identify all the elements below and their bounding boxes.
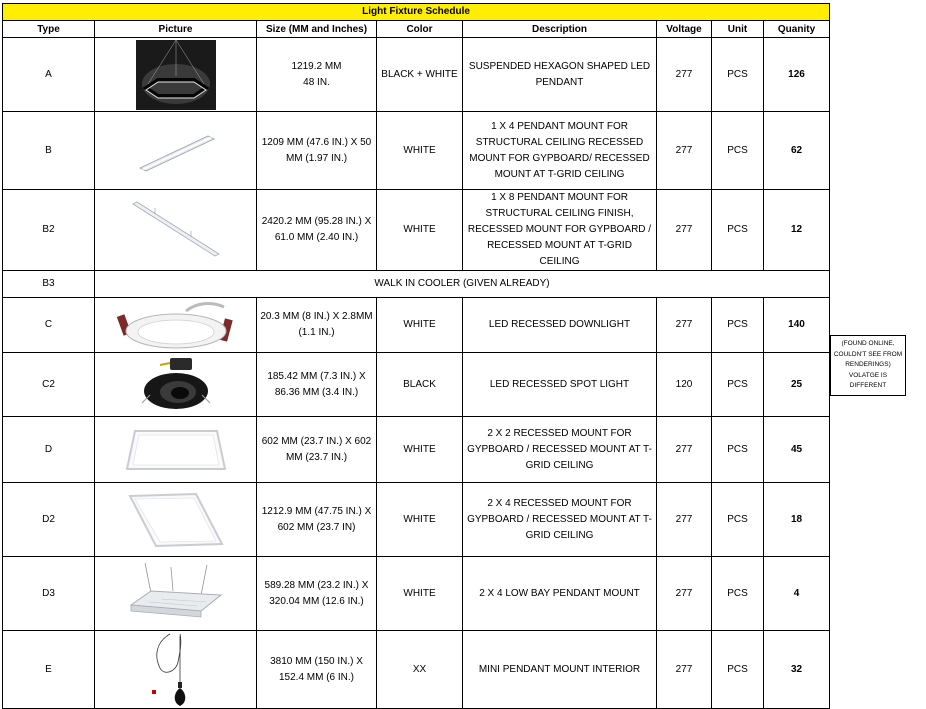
schedule-title: Light Fixture Schedule <box>3 4 830 21</box>
header-size: Size (MM and Inches) <box>257 21 377 38</box>
voltage-cell: 277 <box>657 631 712 709</box>
type-cell: C2 <box>3 353 95 417</box>
size-cell: 20.3 MM (8 IN.) X 2.8MM (1.1 IN.) <box>257 298 377 353</box>
picture-cell <box>95 353 257 417</box>
size-cell: 1212.9 MM (47.75 IN.) X 602 MM (23.7 IN) <box>257 483 377 557</box>
type-cell: B2 <box>3 190 95 271</box>
table-row <box>3 190 830 271</box>
quantity-cell: 32 <box>764 631 830 709</box>
description-cell: MINI PENDANT MOUNT INTERIOR <box>463 631 657 709</box>
voltage-cell: 277 <box>657 417 712 483</box>
color-cell: WHITE <box>377 417 463 483</box>
color-cell: BLACK + WHITE <box>377 38 463 112</box>
size-cell: 2420.2 MM (95.28 IN.) X 61.0 MM (2.40 IN.) <box>257 190 377 271</box>
picture-cell <box>95 190 257 271</box>
voltage-cell: 277 <box>657 483 712 557</box>
voltage-cell: 277 <box>657 112 712 190</box>
color-cell: WHITE <box>377 112 463 190</box>
color-cell: XX <box>377 631 463 709</box>
hexagon-pendant-icon <box>136 40 216 110</box>
type-cell: B <box>3 112 95 190</box>
unit-cell: PCS <box>712 298 764 353</box>
size-cell: 185.42 MM (7.3 IN.) X 86.36 MM (3.4 IN.) <box>257 353 377 417</box>
voltage-cell: 277 <box>657 38 712 112</box>
description-cell: LED RECESSED SPOT LIGHT <box>463 353 657 417</box>
voltage-cell: 277 <box>657 190 712 271</box>
quantity-cell: 62 <box>764 112 830 190</box>
quantity-cell: 4 <box>764 557 830 631</box>
merged-note-cell: WALK IN COOLER (GIVEN ALREADY) <box>95 271 830 298</box>
table-row <box>3 112 830 190</box>
table-row <box>3 417 830 483</box>
picture-cell <box>95 417 257 483</box>
picture-cell <box>95 557 257 631</box>
table-row <box>3 298 830 353</box>
type-cell: C <box>3 298 95 353</box>
type-cell: D <box>3 417 95 483</box>
description-cell: SUSPENDED HEXAGON SHAPED LED PENDANT <box>463 38 657 112</box>
unit-cell: PCS <box>712 417 764 483</box>
description-cell: 2 X 4 LOW BAY PENDANT MOUNT <box>463 557 657 631</box>
color-cell: WHITE <box>377 298 463 353</box>
recessed-spotlight-icon <box>136 355 216 415</box>
color-cell: WHITE <box>377 190 463 271</box>
square-panel-icon <box>121 425 231 475</box>
unit-cell: PCS <box>712 557 764 631</box>
header-voltage: Voltage <box>657 21 712 38</box>
header-picture: Picture <box>95 21 257 38</box>
table-row <box>3 353 830 417</box>
side-note: (FOUND ONLINE, COULDN'T SEE FROM RENDERINGS) VOLATGE IS DIFFERENT <box>830 335 906 396</box>
type-cell: E <box>3 631 95 709</box>
quantity-cell: 18 <box>764 483 830 557</box>
table-row <box>3 557 830 631</box>
quantity-cell: 45 <box>764 417 830 483</box>
size-cell: 1209 MM (47.6 IN.) X 50 MM (1.97 IN.) <box>257 112 377 190</box>
type-cell: A <box>3 38 95 112</box>
unit-cell: PCS <box>712 631 764 709</box>
table-row <box>3 271 830 298</box>
fixture-schedule-table <box>2 3 830 709</box>
type-cell: D2 <box>3 483 95 557</box>
quantity-cell: 126 <box>764 38 830 112</box>
picture-cell <box>95 112 257 190</box>
size-cell: 602 MM (23.7 IN.) X 602 MM (23.7 IN.) <box>257 417 377 483</box>
quantity-cell: 140 <box>764 298 830 353</box>
quantity-cell: 12 <box>764 190 830 271</box>
picture-cell <box>95 483 257 557</box>
unit-cell: PCS <box>712 38 764 112</box>
description-cell: 2 X 4 RECESSED MOUNT FOR GYPBOARD / RECESSED MOUNT AT T-GRID CEILING <box>463 483 657 557</box>
color-cell: BLACK <box>377 353 463 417</box>
color-cell: WHITE <box>377 557 463 631</box>
low-bay-pendant-icon <box>121 561 231 627</box>
type-cell: D3 <box>3 557 95 631</box>
size-cell: 589.28 MM (23.2 IN.) X 320.04 MM (12.6 IN.) <box>257 557 377 631</box>
header-unit: Unit <box>712 21 764 38</box>
unit-cell: PCS <box>712 112 764 190</box>
type-cell: B3 <box>3 271 95 298</box>
description-cell: LED RECESSED DOWNLIGHT <box>463 298 657 353</box>
quantity-cell: 25 <box>764 353 830 417</box>
header-description: Description <box>463 21 657 38</box>
unit-cell: PCS <box>712 483 764 557</box>
mini-pendant-icon <box>146 632 206 708</box>
table-row <box>3 483 830 557</box>
header-type: Type <box>3 21 95 38</box>
size-cell: 1219.2 MM 48 IN. <box>257 38 377 112</box>
linear-pendant-icon <box>136 126 216 176</box>
description-cell: 2 X 2 RECESSED MOUNT FOR GYPBOARD / RECESSED MOUNT AT T-GRID CEILING <box>463 417 657 483</box>
description-cell: 1 X 4 PENDANT MOUNT FOR STRUCTURAL CEILING RECESSED MOUNT FOR GYPBOARD/ RECESSED MOUNT AT T-GRID CEILING <box>463 112 657 190</box>
description-cell: 1 X 8 PENDANT MOUNT FOR STRUCTURAL CEILING FINISH, RECESSED MOUNT FOR GYPBOARD / RECESSED MOUNT AT T-GRID CEILING <box>463 190 657 271</box>
rectangular-panel-icon <box>126 490 226 550</box>
header-quantity: Quanity <box>764 21 830 38</box>
picture-cell <box>95 38 257 112</box>
header-color: Color <box>377 21 463 38</box>
voltage-cell: 277 <box>657 298 712 353</box>
voltage-cell: 120 <box>657 353 712 417</box>
color-cell: WHITE <box>377 483 463 557</box>
header-row <box>3 21 830 38</box>
unit-cell: PCS <box>712 190 764 271</box>
picture-cell <box>95 298 257 353</box>
long-linear-fixture-icon <box>131 200 221 260</box>
unit-cell: PCS <box>712 353 764 417</box>
table-row <box>3 38 830 112</box>
voltage-cell: 277 <box>657 557 712 631</box>
size-cell: 3810 MM (150 IN.) X 152.4 MM (6 IN.) <box>257 631 377 709</box>
recessed-downlight-icon <box>116 299 236 351</box>
